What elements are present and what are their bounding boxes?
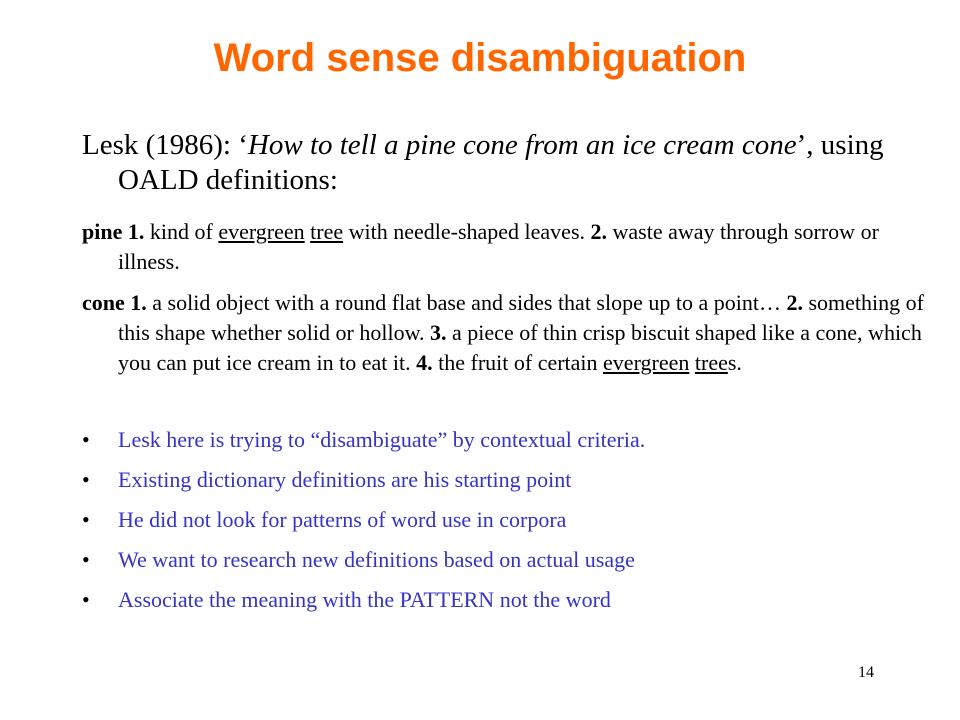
bullet-item [82, 586, 902, 626]
headword-pine: pine [82, 219, 123, 244]
bullet-item [82, 426, 902, 466]
headword-cone: cone [82, 290, 125, 315]
underlined-word-evergreen: evergreen [603, 350, 690, 375]
definition-text: with needle-shaped leaves. [343, 219, 591, 244]
definition-text: s. [727, 350, 742, 375]
bullet-glyph: • [82, 587, 90, 612]
bullet-text: Existing dictionary definitions are his starting point [118, 467, 572, 492]
definition-text: waste away through sorrow or illness. [118, 219, 879, 274]
sense-number: 2. [590, 219, 608, 244]
underlined-word-tree: tree [694, 350, 728, 375]
bullet-list [82, 426, 902, 626]
sense-number: 2. [786, 290, 803, 315]
bullet-glyph: • [82, 467, 90, 492]
definition-text: kind of [144, 219, 219, 244]
bullet-text: We want to research new definitions based on actual usage [118, 547, 635, 572]
definition-text: the fruit of certain [432, 350, 604, 375]
bullet-glyph: • [82, 427, 90, 452]
intro-suffix: ’, using OALD definitions: [118, 129, 884, 196]
intro-quote: How to tell a pine cone from an ice cream cone [247, 129, 797, 161]
bullet-glyph: • [82, 507, 90, 532]
sense-number: 1. [127, 219, 145, 244]
definition-text: something of this shape whether solid or hollow. [118, 290, 924, 345]
sense-number: 1. [130, 290, 147, 315]
sense-number: 4. [416, 350, 433, 375]
page-number: 14 [858, 664, 874, 681]
bullet-item [82, 466, 902, 506]
sense-number: 3. [430, 320, 447, 345]
bullet-item [82, 506, 902, 546]
bullet-text: He did not look for patterns of word use in corpora [118, 507, 567, 532]
definition-text: a solid object with a round flat base and sides that slope up to a point… [146, 290, 787, 315]
intro-paragraph [82, 128, 918, 198]
underlined-word-evergreen: evergreen [218, 219, 305, 244]
definition-pine [82, 217, 938, 277]
bullet-text: Lesk here is trying to “disambiguate” by contextual criteria. [118, 427, 646, 452]
bullet-item [82, 546, 902, 586]
bullet-glyph: • [82, 547, 90, 572]
intro-prefix: Lesk (1986): ‘ [82, 129, 248, 161]
bullet-text: Associate the meaning with the PATTERN not the word [118, 587, 611, 612]
slide-title: Word sense disambiguation [213, 36, 747, 80]
underlined-word-tree: tree [310, 219, 344, 244]
definition-cone [82, 288, 938, 378]
definition-text: a piece of thin crisp biscuit shaped like a cone, which you can put ice cream in to eat it. [118, 320, 922, 375]
